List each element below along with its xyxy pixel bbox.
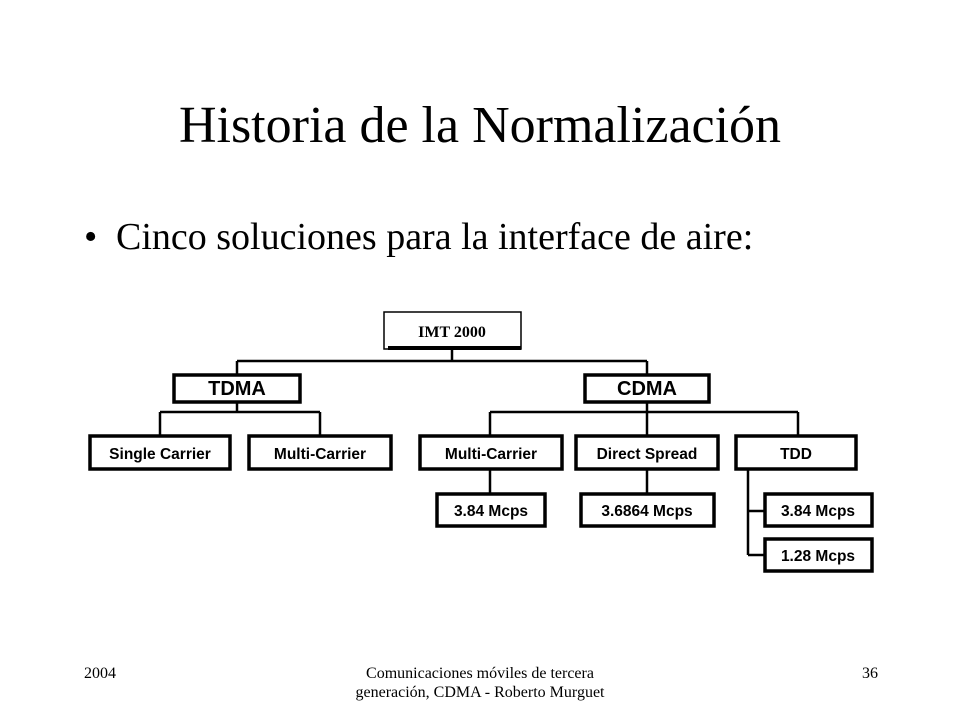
bullet-text: Cinco soluciones para la interface de aire: — [116, 216, 754, 258]
node-single-carrier — [90, 436, 230, 469]
footer-year: 2004 — [84, 665, 116, 682]
node-imt-2000 — [384, 312, 521, 350]
node-cdma — [585, 375, 709, 402]
node-direct-spread-rate — [581, 494, 714, 526]
node-cdma-multi-carrier-label: Multi-Carrier — [444, 446, 538, 463]
footer-title: Comunicaciones móviles de tercera generación, CDMA - Roberto Murguet — [355, 665, 605, 701]
bullet-marker: • — [84, 216, 98, 258]
node-tdd-rate-1 — [765, 494, 872, 526]
slide-title: Historia de la Normalización — [178, 97, 782, 154]
node-tdma-label: TDMA — [208, 378, 266, 400]
node-multi-carrier-rate — [437, 494, 545, 526]
node-tdd-rate-2-label: 1.28 Mcps — [780, 548, 856, 565]
node-tdd-label: TDD — [780, 446, 812, 463]
node-direct-spread-label: Direct Spread — [596, 446, 698, 463]
node-direct-spread-rate-label: 3.6864 Mcps — [601, 503, 693, 520]
node-tdma-multi-carrier-label: Multi-Carrier — [273, 446, 367, 463]
node-direct-spread — [576, 436, 718, 469]
node-imt-2000-label: IMT 2000 — [418, 324, 486, 341]
node-tdma — [174, 375, 300, 402]
node-single-carrier-label: Single Carrier — [109, 446, 211, 463]
node-tdd — [736, 436, 856, 469]
node-tdma-multi-carrier — [249, 436, 391, 469]
node-multi-carrier-rate-label: 3.84 Mcps — [453, 503, 529, 520]
node-cdma-label: CDMA — [617, 378, 677, 400]
node-tdd-rate-1-label: 3.84 Mcps — [780, 503, 856, 520]
node-tdd-rate-2 — [765, 539, 872, 571]
page-number: 36 — [862, 665, 878, 682]
node-cdma-multi-carrier — [420, 436, 562, 469]
